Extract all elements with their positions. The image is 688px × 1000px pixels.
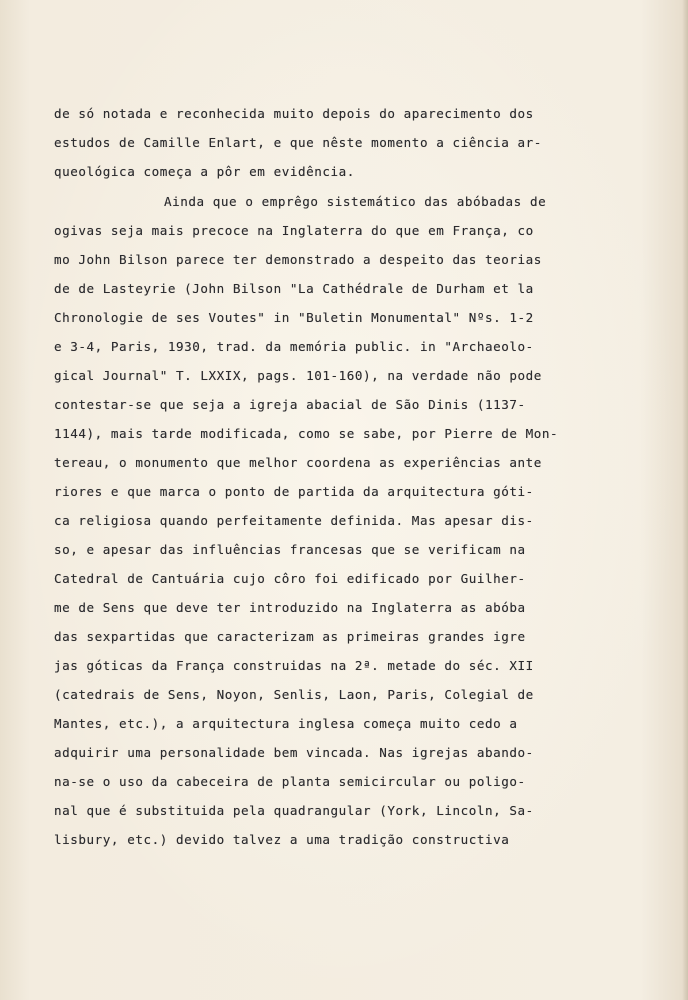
page-edge-shadow <box>682 0 688 1000</box>
text-line: estudos de Camille Enlart, e que nêste momento a ciência ar- <box>54 135 542 150</box>
paragraph-first-line: Ainda que o emprêgo sistemático das abóbadas de <box>164 194 547 209</box>
text-line: nal que é substituida pela quadrangular (York, Lincoln, Sa- <box>54 803 534 818</box>
text-line: (catedrais de Sens, Noyon, Senlis, Laon, Paris, Colegial de <box>54 687 534 702</box>
text-line: adquirir uma personalidade bem vincada. Nas igrejas abando- <box>54 745 534 760</box>
text-line: Mantes, etc.), a arquitectura inglesa começa muito cedo a <box>54 716 518 731</box>
text-line: jas góticas da França construidas na 2ª. metade do séc. XII <box>54 658 534 673</box>
text-line: de de Lasteyrie (John Bilson "La Cathédrale de Durham et la <box>54 281 534 296</box>
text-line: lisbury, etc.) devido talvez a uma tradição constructiva <box>54 832 510 847</box>
text-line: tereau, o monumento que melhor coordena as experiências ante <box>54 455 542 470</box>
text-line: das sexpartidas que caracterizam as primeiras grandes igre <box>54 629 526 644</box>
text-line: Catedral de Cantuária cujo côro foi edificado por Guilher- <box>54 571 526 586</box>
text-line: Chronologie de ses Voutes" in "Buletin Monumental" Nºs. 1-2 <box>54 310 534 325</box>
text-line: mo John Bilson parece ter demonstrado a despeito das teorias <box>54 252 542 267</box>
text-line: so, e apesar das influências francesas que se verificam na <box>54 542 526 557</box>
text-line: riores e que marca o ponto de partida da arquitectura góti- <box>54 484 534 499</box>
text-line: gical Journal" T. LXXIX, pags. 101-160), na verdade não pode <box>54 368 542 383</box>
text-line: queológica começa a pôr em evidência. <box>54 164 355 179</box>
text-line: me de Sens que deve ter introduzido na Inglaterra as abóba <box>54 600 526 615</box>
text-line: e 3-4, Paris, 1930, trad. da memória public. in "Archaeolo- <box>54 339 534 354</box>
text-line: 1144), mais tarde modificada, como se sabe, por Pierre de Mon- <box>54 426 559 441</box>
text-line: de só notada e reconhecida muito depois do aparecimento dos <box>54 106 534 121</box>
text-line: na-se o uso da cabeceira de planta semicircular ou poligo- <box>54 774 526 789</box>
text-line: ca religiosa quando perfeitamente definida. Mas apesar dis- <box>54 513 534 528</box>
text-line: contestar-se que seja a igreja abacial de São Dinis (1137- <box>54 397 526 412</box>
text-line: ogivas seja mais precoce na Inglaterra do que em França, co <box>54 223 534 238</box>
